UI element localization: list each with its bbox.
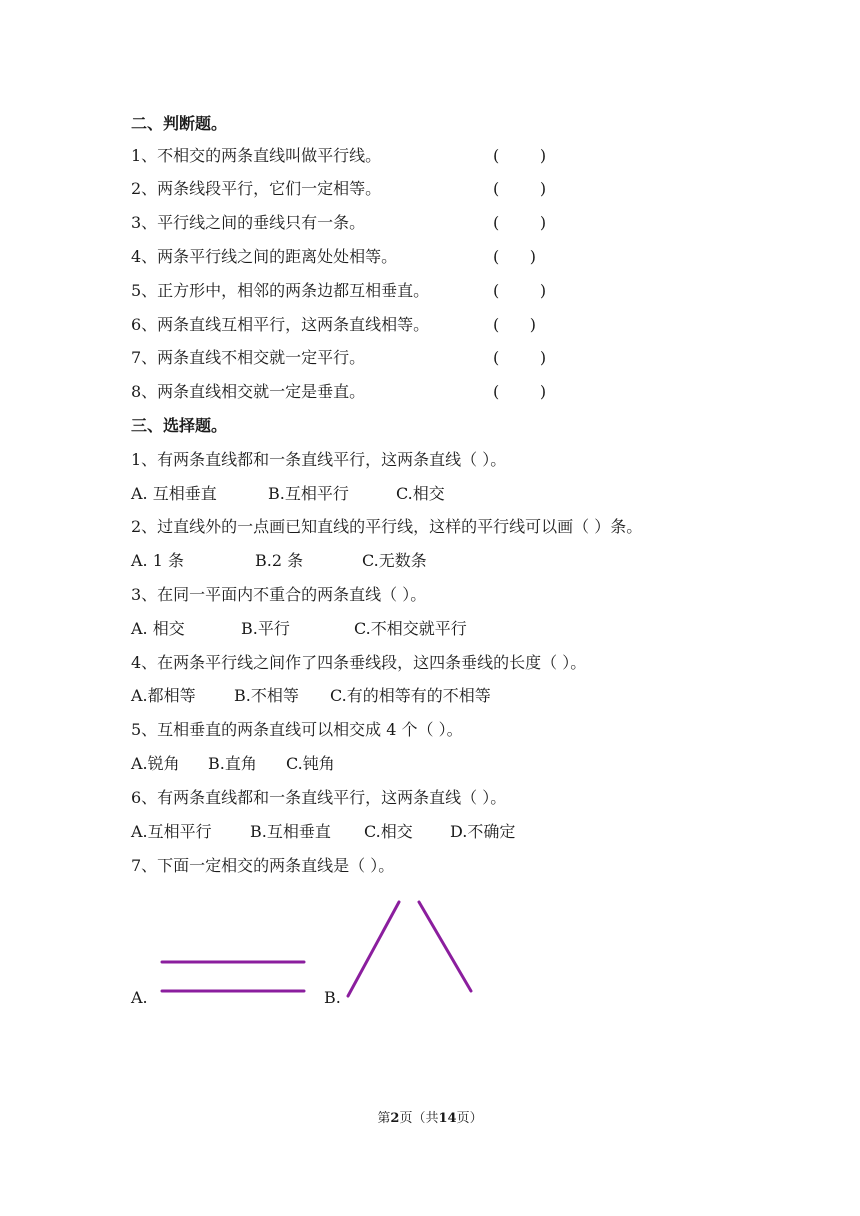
choice-q6-option-c[interactable]: C.相交: [364, 822, 413, 841]
choice-q4-option-c[interactable]: C.有的相等有的不相等: [330, 686, 491, 705]
option-b-line-right: [419, 902, 471, 991]
judge-answer-paren-5[interactable]: ( ): [493, 281, 547, 300]
choice-q3-option-a[interactable]: A. 相交: [131, 619, 185, 638]
choice-q2-option-a[interactable]: A. 1 条: [131, 551, 184, 570]
choice-q2-option-c[interactable]: C.无数条: [362, 551, 427, 570]
section3-heading: 三、选择题。: [131, 416, 228, 435]
choice-q7-stem: 7、下面一定相交的两条直线是（ ）。: [131, 856, 395, 875]
judge-item-5: 5、正方形中，相邻的两条边都互相垂直。: [131, 281, 430, 300]
judge-item-2: 2、两条线段平行，它们一定相等。: [131, 179, 382, 198]
footer-total-pages: 14: [438, 1111, 457, 1126]
judge-item-4: 4、两条平行线之间的距离处处相等。: [131, 247, 398, 266]
judge-answer-paren-7[interactable]: ( ): [493, 348, 547, 367]
judge-answer-paren-6[interactable]: ( ): [493, 315, 536, 334]
choice-q1-stem: 1、有两条直线都和一条直线平行，这两条直线（ ）。: [131, 450, 507, 469]
choice-q5-option-c[interactable]: C.钝角: [286, 754, 335, 773]
choice-q7-option-b[interactable]: B.: [324, 988, 341, 1007]
choice-q4-option-b[interactable]: B.不相等: [234, 686, 299, 705]
choice-q3-option-b[interactable]: B.平行: [241, 619, 290, 638]
choice-q6-option-b[interactable]: B.互相垂直: [250, 822, 331, 841]
choice-q2-option-b[interactable]: B.2 条: [255, 551, 304, 570]
choice-q6-stem: 6、有两条直线都和一条直线平行，这两条直线（ ）。: [131, 788, 507, 807]
choice-q5-option-a[interactable]: A.锐角: [131, 754, 180, 773]
footer-suffix: 页）: [456, 1111, 483, 1126]
choice-q1-option-a[interactable]: A. 互相垂直: [131, 484, 217, 503]
choice-q4-stem: 4、在两条平行线之间作了四条垂线段，这四条垂线的长度（ ）。: [131, 653, 587, 672]
judge-item-6: 6、两条直线互相平行，这两条直线相等。: [131, 315, 430, 334]
choice-q5-stem: 5、互相垂直的两条直线可以相交成 4 个（ ）。: [131, 720, 463, 739]
choice-q3-option-c[interactable]: C.不相交就平行: [354, 619, 467, 638]
choice-q2-stem: 2、过直线外的一点画已知直线的平行线，这样的平行线可以画（ ）条。: [131, 517, 643, 536]
option-b-line-left: [348, 902, 399, 996]
choice-q6-option-a[interactable]: A.互相平行: [131, 822, 212, 841]
footer-prefix: 第: [377, 1111, 391, 1126]
judge-item-7: 7、两条直线不相交就一定平行。: [131, 348, 366, 367]
section2-heading: 二、判断题。: [131, 114, 228, 133]
judge-item-1: 1、不相交的两条直线叫做平行线。: [131, 146, 382, 165]
choice-q7-option-a[interactable]: A.: [131, 988, 148, 1007]
judge-answer-paren-2[interactable]: ( ): [493, 179, 547, 198]
choice-q1-option-b[interactable]: B.互相平行: [268, 484, 349, 503]
footer-middle: 页（共: [399, 1111, 439, 1126]
page-footer: [0, 1110, 860, 1128]
choice-q6-option-d[interactable]: D.不确定: [450, 822, 516, 841]
judge-item-3: 3、平行线之间的垂线只有一条。: [131, 213, 366, 232]
judge-answer-paren-1[interactable]: ( ): [493, 146, 547, 165]
choice-q4-option-a[interactable]: A.都相等: [131, 686, 196, 705]
judge-answer-paren-3[interactable]: ( ): [493, 213, 547, 232]
judge-item-8: 8、两条直线相交就一定是垂直。: [131, 382, 366, 401]
choice-q5-option-b[interactable]: B.直角: [208, 754, 257, 773]
choice-q3-stem: 3、在同一平面内不重合的两条直线（ ）。: [131, 585, 427, 604]
choice-q1-option-c[interactable]: C.相交: [396, 484, 445, 503]
footer-page-number: 2: [390, 1111, 400, 1126]
judge-answer-paren-8[interactable]: ( ): [493, 382, 547, 401]
judge-answer-paren-4[interactable]: ( ): [493, 247, 536, 266]
